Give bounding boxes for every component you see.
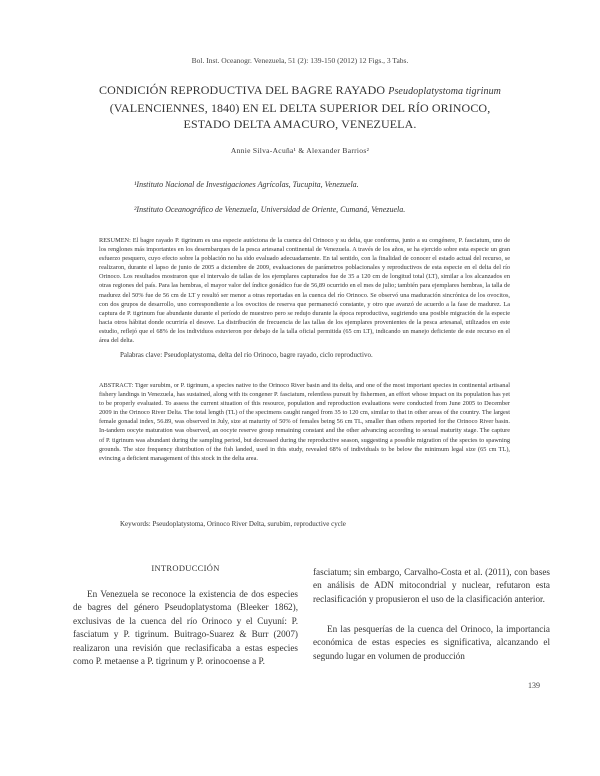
paper-title <box>90 82 510 132</box>
section-heading-introduccion: INTRODUCCIÓN <box>151 563 220 573</box>
title-line1: CONDICIÓN REPRODUCTIVA DEL BAGRE RAYADO <box>98 83 389 97</box>
journal-citation: Bol. Inst. Oceanogr. Venezuela, 51 (2): 139-150 (2012) 12 Figs., 3 Tabs. <box>191 56 409 65</box>
title-line2: (VALENCIENNES, 1840) EN EL DELTA SUPERIOR DEL RÍO ORINOCO, <box>109 101 491 115</box>
title-species: Pseudoplatystoma tigrinum <box>388 86 502 97</box>
page-number: 139 <box>528 681 540 690</box>
resumen-paragraph: RESUMEN: El bagre rayado P. tigrinum es una especie autóctona de la cuenca del Orinoco y su delta, que conforma, junto a su congénere, P. fasciatum, uno de los renglones más importantes en los desembarques de la pesca artesanal continental de Venezuela. A través de los años, se ha ejercido sobre esta especie un gran esfuerzo pesquero, cuyo efecto sobre la población no ha sido evaluado adecuadamente. En tal sentido, con la finalidad de conocer el estado actual del recurso, se realizaron, durante el lapso de junio de 2005 a diciembre de 2009, evaluaciones de parámetros poblacionales y reproductivos de esta especie en el delta del río Orinoco. Los resultados mostraron que el intervalo de tallas de los ejemplares capturados fue de 35 a 120 cm de longitud total (LT), similar a los alcanzados en otras regiones del país. Para las hembras, el mayor valor del índice gonádico fue de 56,89 ocurrido en el mes de julio; también para ejemplares hembras, la talla de madurez del 50% fue de 56 cm de LT y resultó ser menor a otras reportadas en la cuenca del río Orinoco. Se observó una maduración sincrónica de los ovocitos, con dos grupos de desarrollo, uno correspondiente a los ovocitos de reserva que permaneció constante, y otro que avanzó de acuerdo a la fase de madurez. La captura de P. tigrinum fue abundante durante el período de muestreo pero se redujo durante la época reproductiva, sugiriendo una posible migración de la especie hacia otros hábitat donde ocurriría el desove. La distribución de frecuencia de las tallas de los ejemplares provenientes de la pesca artesanal, utilizados en este estudio, reflejó que el 68% de los individuos estuvieron por debajo de la talla oficial permitida (65 cm LT), indicando un manejo deficiente de este recurso en el área del delta. <box>99 237 510 345</box>
affiliation-2: ²Instituto Oceanográfico de Venezuela, Universidad de Oriente, Cumaná, Venezuela. <box>134 205 406 214</box>
keywords: Keywords: Pseudoplatystoma, Orinoco River Delta, surubim, reproductive cycle <box>120 520 346 528</box>
intro-paragraph-left: En Venezuela se reconoce la existencia de dos especies de bagres del género Pseudoplatystoma (Bleeker 1862), exclusivas de la cuenca del río Orinoco y el Cuyuní: P. fasciatum y P. tigrinum. Buitrago-Suarez & Burr (2007) realizaron una revisión que reclasificaba a estas especies como P. metaense a P. tigrinum y P. orinocoense a P. <box>73 589 298 667</box>
authors: Annie Silva-Acuña¹ & Alexander Barrios² <box>230 146 370 155</box>
abstract-paragraph: ABSTRACT: Tiger surubim, or P. tigrinum, a species native to the Orinoco River basin and its delta, and one of the most important species in continental artisanal fishery landings in Venezuela, has sustained, along with its congener P. fasciatum, relentless pursuit by fishermen, an effort whose impact on its population has yet to be properly evaluated. To assess the current situation of this resource, population and reproduction evaluations were conducted from June 2005 to December 2009 in the Orinoco River Delta. The total length (TL) of the specimens caught ranged from 35 to 120 cm, similar to that in other areas of the country. The largest female gonadal index, 56.89, was observed in July, size at maturity of 50% of females being 56 cm TL, smaller than others reported for the Orinoco River basin. In-tandem oocyte maturation was observed, an oocyte reserve group remaining constant and the other advancing according to sexual maturity stage. The capture of P. tigrinum was abundant during the sampling period, but decreased during the reproductive season, suggesting a possible migration of the species to spawning grounds. The size frequency distribution of the fish landed, used in this study, revealed 68% of individuals to be below the minimum legal size (65 cm TL), evincing a deficient management of this stock in the delta area. <box>99 382 510 462</box>
intro-paragraph-right-2: En las pesquerías de la cuenca del Orinoco, la importancia económica de estas especies es significativa, alcanzando el segundo lugar en volumen de producción <box>313 624 550 661</box>
title-line3: ESTADO DELTA AMACURO, VENEZUELA. <box>183 117 417 131</box>
affiliation-1: ¹Instituto Nacional de Investigaciones Agrícolas, Tucupita, Venezuela. <box>134 180 359 189</box>
intro-paragraph-right-1: fasciatum; sin embargo, Carvalho-Costa et al. (2011), con bases en análisis de ADN mitocondrial y nuclear, refutaron esta reclasificación y propusieron el uso de la clasificación anterior. <box>313 567 550 604</box>
palabras-clave: Palabras clave: Pseudoplatystoma, delta del río Orinoco, bagre rayado, ciclo reproductivo. <box>120 351 373 359</box>
